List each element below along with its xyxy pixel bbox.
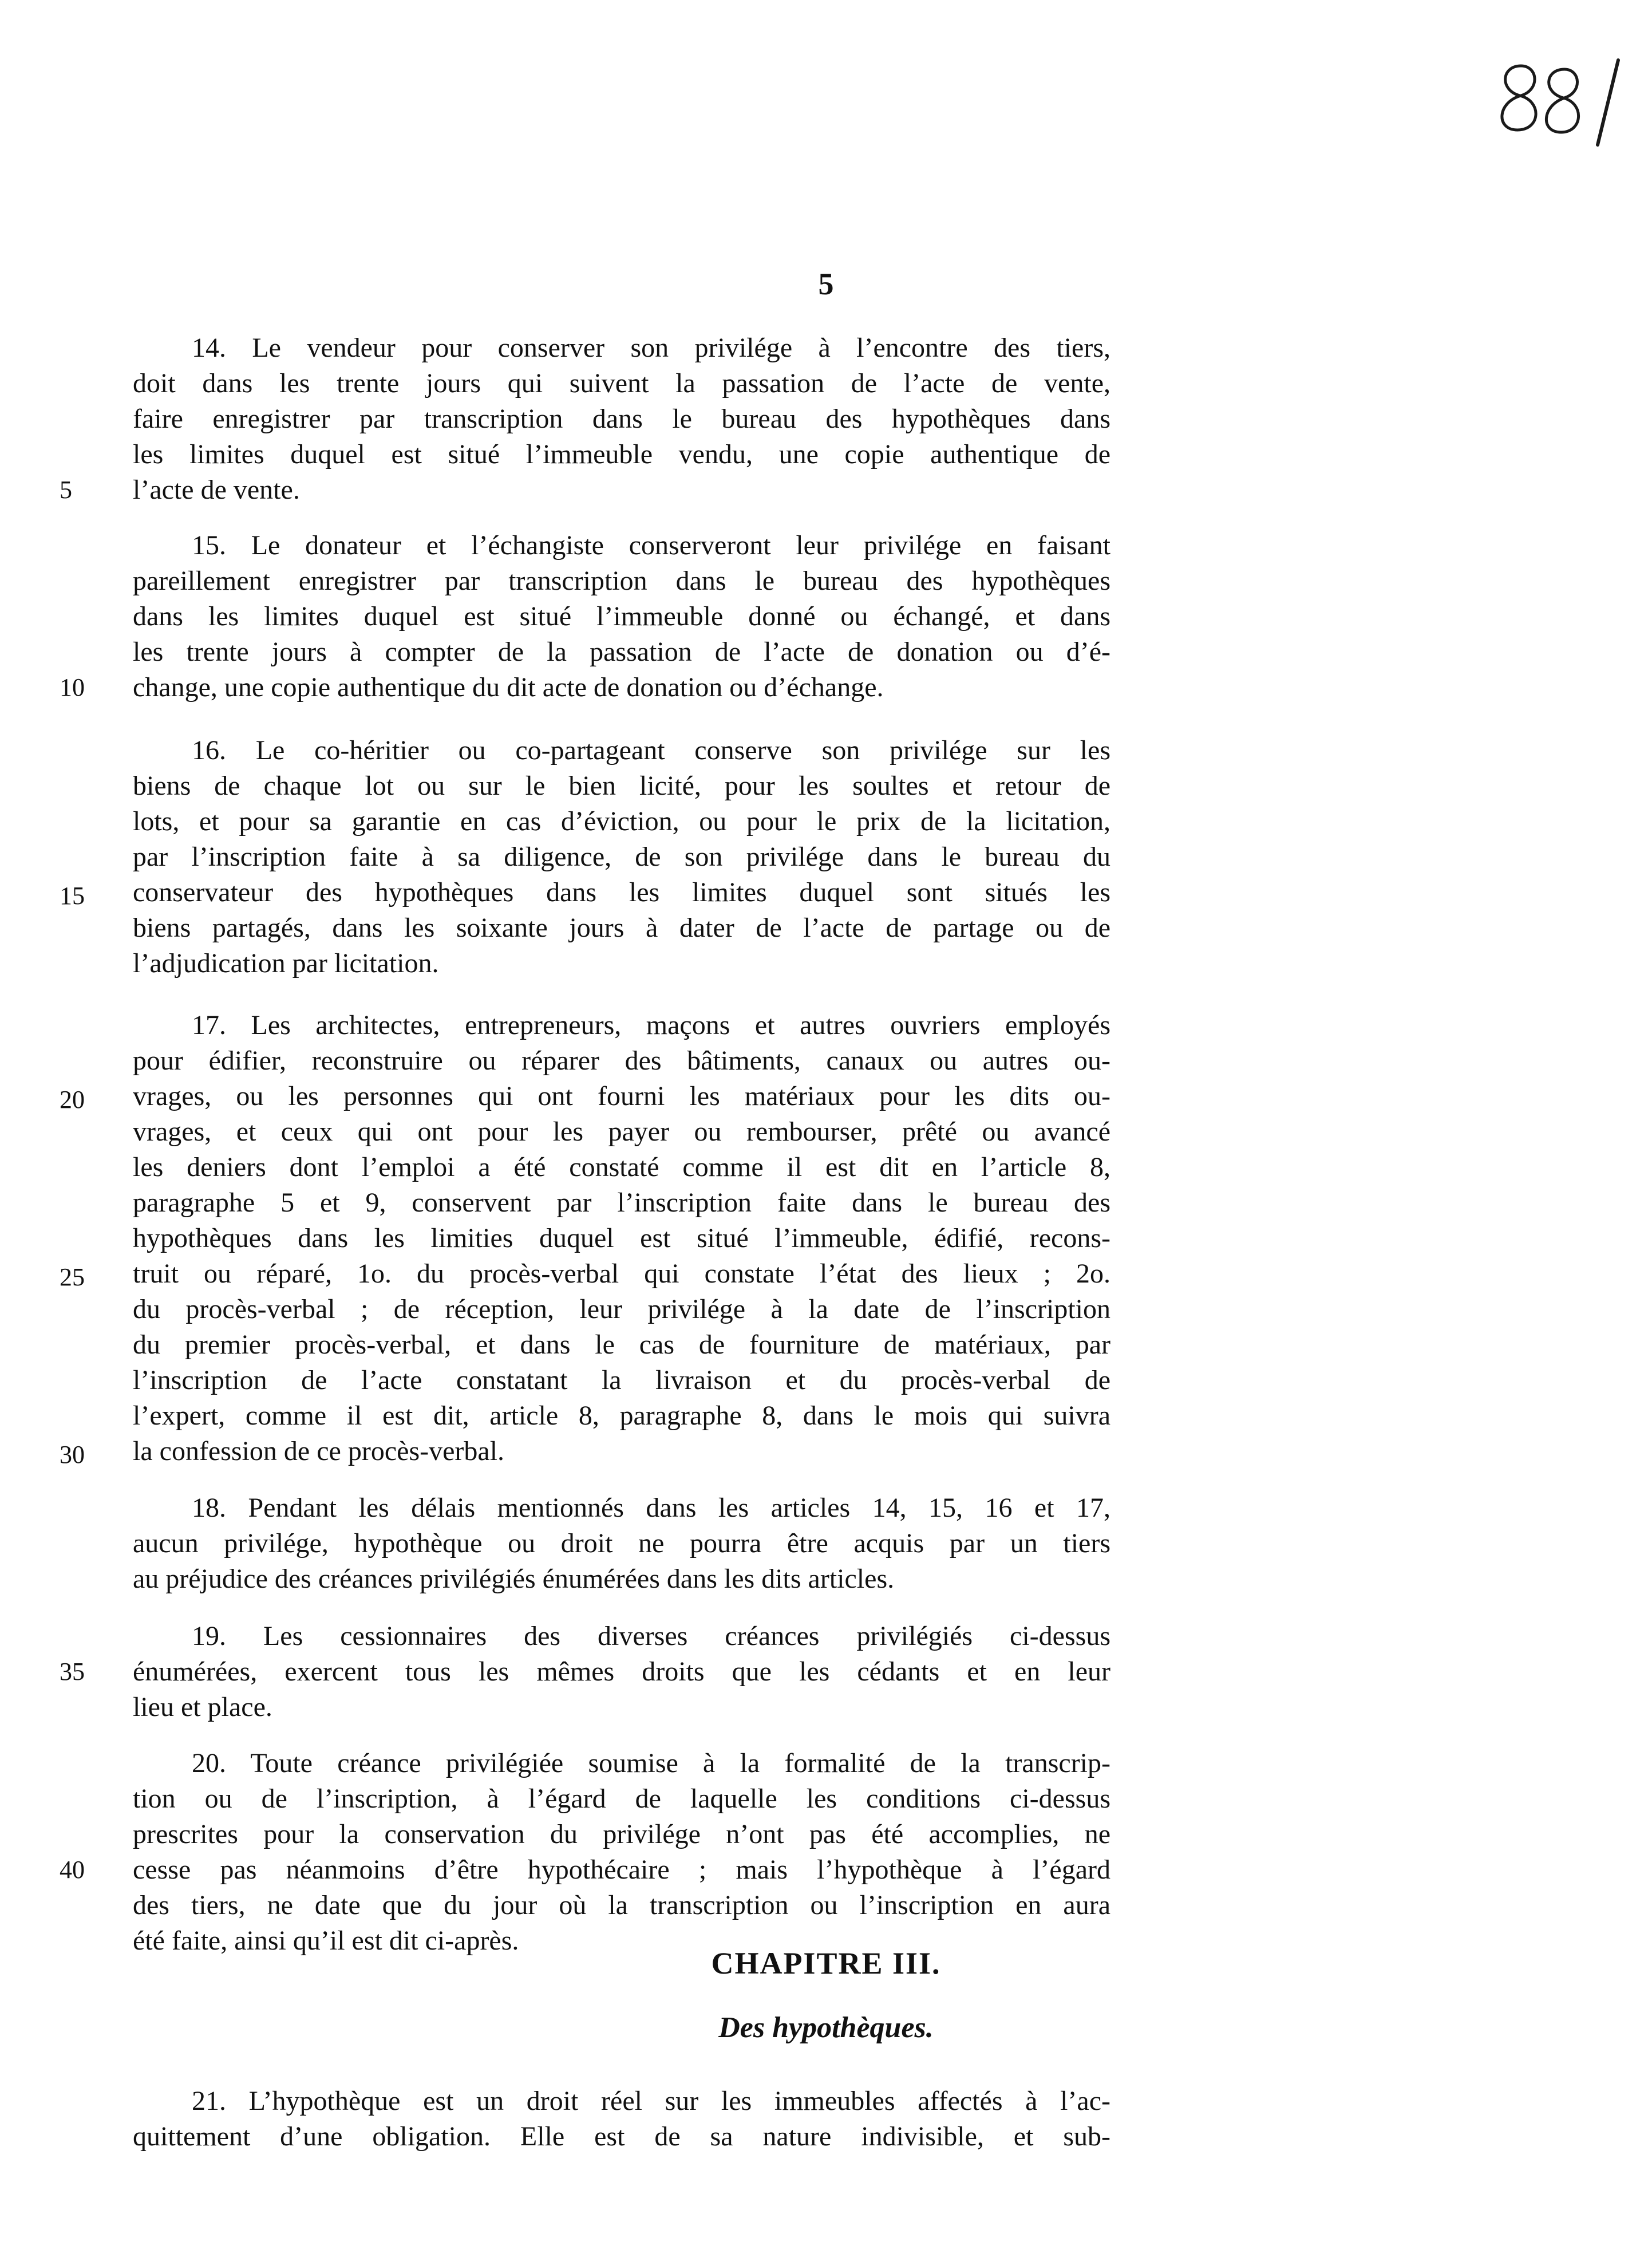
text-line: l’inscription de l’acte constatant la livraison et du procès-verbal de (133, 1365, 1110, 1395)
text-line: l’expert, comme il est dit, article 8, paragraphe 8, dans le mois qui suivra (133, 1400, 1110, 1431)
text-line: biens de chaque lot ou sur le bien licité, pour les soultes et retour de (133, 771, 1110, 801)
text-line: 15. Le donateur et l’échangiste conserveront leur privilége en faisant (192, 530, 1110, 561)
text-line: 21. L’hypothèque est un droit réel sur les immeubles affectés à l’ac- (192, 2086, 1110, 2116)
text-line: truit ou réparé, 1o. du procès-verbal qui constate l’état des lieux ; 2o. (133, 1258, 1110, 1289)
text-line: hypothèques dans les limities duquel est situé l’immeuble, édifié, recons- (133, 1223, 1110, 1253)
text-line: du procès-verbal ; de réception, leur privilége à la date de l’inscription (133, 1294, 1110, 1324)
section-title: Des hypothèques. (718, 2011, 934, 2044)
text-line: la confession de ce procès-verbal. (133, 1436, 505, 1466)
line-number: 20 (60, 1086, 85, 1114)
text-line: biens partagés, dans les soixante jours à dater de l’acte de partage ou de (133, 913, 1110, 943)
line-number: 30 (60, 1441, 85, 1469)
text-line: 17. Les architectes, entrepreneurs, maçons et autres ouvriers employés (192, 1010, 1110, 1040)
text-line: l’acte de vente. (133, 475, 300, 505)
text-line: les trente jours à compter de la passation de l’acte de donation ou d’é- (133, 637, 1110, 667)
line-number: 25 (60, 1263, 85, 1291)
text-line: dans les limites duquel est situé l’immeuble donné ou échangé, et dans (133, 601, 1110, 632)
chapter-heading: CHAPITRE III. (711, 1946, 941, 1980)
text-line: prescrites pour la conservation du privilége n’ont pas été accomplies, ne (133, 1819, 1110, 1849)
text-line: tion ou de l’inscription, à l’égard de laquelle les conditions ci-dessus (133, 1783, 1110, 1814)
text-line: des tiers, ne date que du jour où la transcription ou l’inscription en aura (133, 1890, 1110, 1920)
text-line: aucun privilége, hypothèque ou droit ne pourra être acquis par un tiers (133, 1528, 1110, 1558)
page-number: 5 (818, 267, 834, 301)
text-line: faire enregistrer par transcription dans le bureau des hypothèques dans (133, 404, 1110, 434)
text-line: vrages, ou les personnes qui ont fourni les matériaux pour les dits ou- (133, 1081, 1110, 1111)
text-line: 18. Pendant les délais mentionnés dans les articles 14, 15, 16 et 17, (192, 1493, 1110, 1523)
text-line: énumérées, exercent tous les mêmes droits que les cédants et en leur (133, 1656, 1110, 1687)
line-number: 40 (60, 1856, 85, 1884)
text-line: pour édifier, reconstruire ou réparer des bâtiments, canaux ou autres ou- (133, 1045, 1110, 1076)
text-line: 19. Les cessionnaires des diverses créances privilégiés ci-dessus (192, 1621, 1110, 1651)
text-line: pareillement enregistrer par transcription dans le bureau des hypothèques (133, 566, 1110, 596)
text-line: doit dans les trente jours qui suivent la passation de l’acte de vente, (133, 368, 1110, 398)
text-line: par l’inscription faite à sa diligence, de son privilége dans le bureau du (133, 842, 1110, 872)
text-line: 20. Toute créance privilégiée soumise à la formalité de la transcrip- (192, 1748, 1110, 1778)
text-line: change, une copie authentique du dit acte de donation ou d’échange. (133, 672, 884, 703)
text-line: lieu et place. (133, 1692, 272, 1722)
text-line: l’adjudication par licitation. (133, 948, 439, 978)
text-line: au préjudice des créances privilégiés énumérées dans les dits articles. (133, 1564, 895, 1594)
handwritten-folio-mark (1491, 54, 1623, 152)
text-line: du premier procès-verbal, et dans le cas de fourniture de matériaux, par (133, 1329, 1110, 1360)
text-line: lots, et pour sa garantie en cas d’éviction, ou pour le prix de la licitation, (133, 806, 1110, 836)
line-number: 15 (60, 882, 85, 910)
line-number: 35 (60, 1658, 85, 1686)
text-line: cesse pas néanmoins d’être hypothécaire ; mais l’hypothèque à l’égard (133, 1854, 1110, 1885)
text-line: conservateur des hypothèques dans les limites duquel sont situés les (133, 877, 1110, 907)
text-line: été faite, ainsi qu’il est dit ci-après. (133, 1925, 519, 1956)
line-number: 10 (60, 673, 85, 701)
text-line: 14. Le vendeur pour conserver son privilége à l’encontre des tiers, (192, 333, 1110, 363)
text-line: les limites duquel est situé l’immeuble vendu, une copie authentique de (133, 439, 1110, 469)
text-line: 16. Le co-héritier ou co-partageant conserve son privilége sur les (192, 735, 1110, 766)
text-line: paragraphe 5 et 9, conservent par l’inscription faite dans le bureau des (133, 1187, 1110, 1218)
line-number: 5 (60, 476, 72, 504)
text-line: vrages, et ceux qui ont pour les payer ou rembourser, prêté ou avancé (133, 1116, 1110, 1147)
text-line: les deniers dont l’emploi a été constaté comme il est dit en l’article 8, (133, 1152, 1110, 1182)
text-line: quittement d’une obligation. Elle est de sa nature indivisible, et sub- (133, 2121, 1110, 2152)
